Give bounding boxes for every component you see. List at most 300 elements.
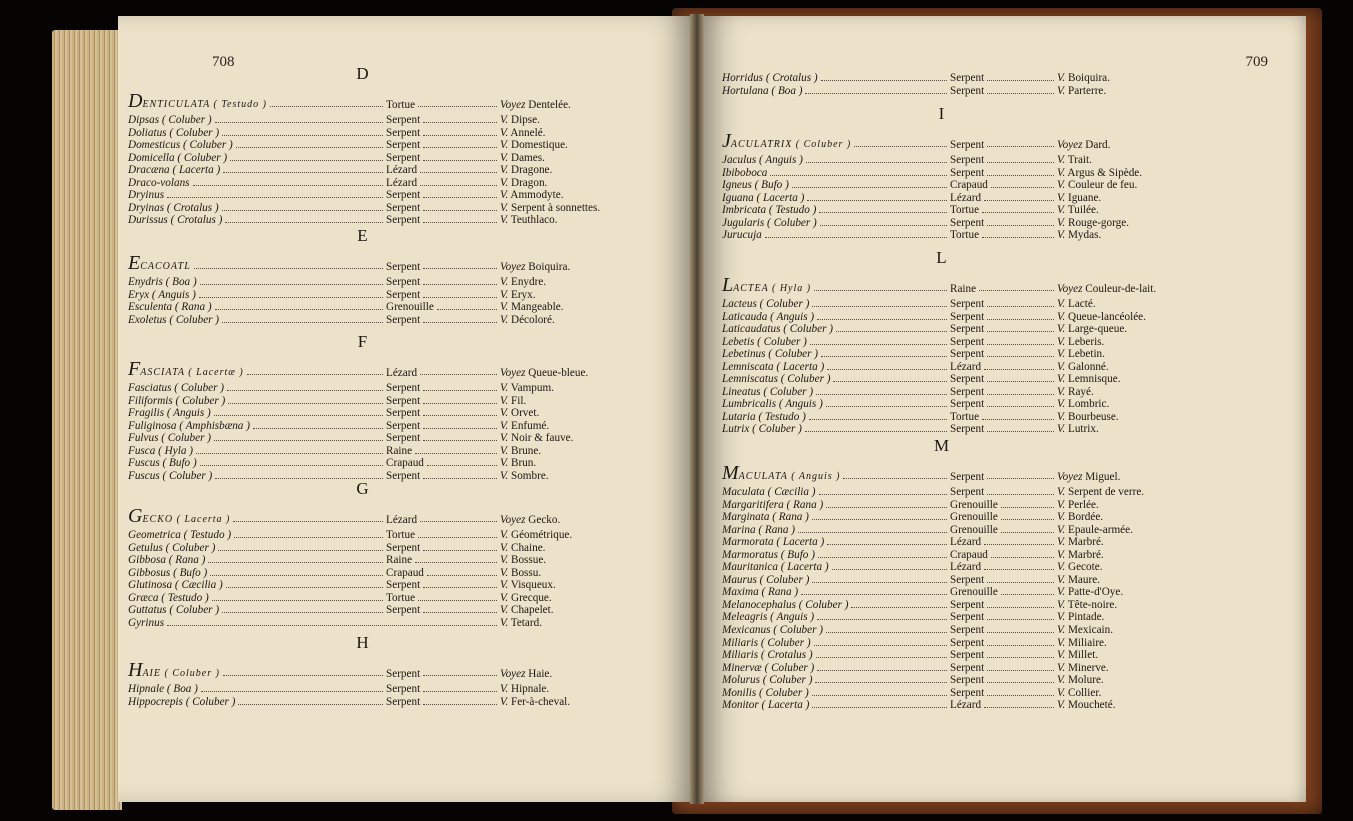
entry-cross-reference: V. Sombre. <box>500 469 549 482</box>
entry-latin-name: Doliatus ( Coluber ) <box>128 126 220 139</box>
entry-animal-type: Serpent <box>386 276 421 288</box>
leader-dots <box>987 649 1054 658</box>
entry-cross-reference: V. Pintade. <box>1057 611 1105 624</box>
leader-dots <box>423 683 497 692</box>
leader-dots <box>821 348 947 357</box>
leader-dots <box>798 524 947 533</box>
index-entry <box>128 457 598 470</box>
index-entry <box>128 542 598 555</box>
entry-cross-reference: V. Iguane. <box>1057 191 1102 204</box>
index-entry <box>722 486 1162 499</box>
entry-latin-name: Laticaudatus ( Coluber ) <box>722 323 833 336</box>
index-entry <box>722 574 1162 587</box>
entry-animal-type: Serpent <box>950 661 985 674</box>
index-entry <box>128 395 598 408</box>
index-entry <box>722 662 1162 675</box>
leader-dots <box>826 398 947 407</box>
entry-latin-name: Dracæna ( Lacerta ) <box>128 164 221 177</box>
entry-cross-reference: V. Marbré. <box>1057 536 1104 549</box>
entry-animal-type: Serpent <box>386 469 421 482</box>
leader-dots <box>427 567 497 576</box>
leader-dots <box>423 407 497 416</box>
entry-cross-reference: Voyez Couleur-de-lait. <box>1057 283 1157 295</box>
leader-dots <box>423 395 497 404</box>
entry-animal-type: Serpent <box>386 201 421 214</box>
entry-animal-type: Grenouille <box>950 523 998 536</box>
leader-dots <box>812 699 947 708</box>
entry-animal-type: Grenouille <box>950 498 998 511</box>
entry-latin-name: Melanocephalus ( Coluber ) <box>722 598 849 611</box>
leader-dots <box>423 260 497 269</box>
entry-latin-name: Draco-volans <box>128 176 190 189</box>
letter-section <box>128 226 598 326</box>
index-entry <box>722 348 1162 361</box>
leader-dots <box>812 298 947 307</box>
entry-animal-type: Tortue <box>386 99 416 111</box>
entry-animal-type: Lézard <box>950 561 982 574</box>
leader-dots <box>792 179 947 188</box>
entry-animal-type: Serpent <box>950 373 985 386</box>
entry-cross-reference: V. Annelé. <box>500 126 546 139</box>
entry-animal-type: Serpent <box>950 310 985 323</box>
leader-dots <box>984 699 1054 708</box>
entry-latin-name: Dipsas ( Coluber ) <box>128 114 212 126</box>
index-entry <box>722 624 1162 637</box>
leader-dots <box>987 574 1054 583</box>
section-letter-heading: D <box>356 64 370 83</box>
index-entry <box>722 561 1162 574</box>
index-entry <box>722 524 1162 537</box>
leader-dots <box>816 386 947 395</box>
index-entry <box>722 204 1162 217</box>
leader-dots <box>228 395 383 404</box>
entry-cross-reference: V. Lutrix. <box>1057 423 1099 436</box>
entry-cross-reference: V. Vampum. <box>500 382 554 394</box>
section-letter-heading: L <box>936 248 948 267</box>
leader-dots <box>854 138 947 147</box>
entry-latin-name: Jaculus ( Anguis ) <box>722 154 803 166</box>
entry-cross-reference: V. Brun. <box>500 457 537 470</box>
entry-latin-name: Durissus ( Crotalus ) <box>128 214 223 227</box>
entry-animal-type: Serpent <box>950 573 985 586</box>
leader-dots <box>814 637 947 646</box>
entry-latin-name: Exoletus ( Coluber ) <box>128 313 220 326</box>
leader-dots <box>987 662 1054 671</box>
entry-latin-name: Lutaria ( Testudo ) <box>722 410 806 423</box>
leader-dots <box>218 542 383 551</box>
index-entry <box>128 289 598 302</box>
leader-dots <box>423 114 497 123</box>
entry-latin-name: Eryx ( Anguis ) <box>128 288 196 301</box>
index-entry <box>722 611 1162 624</box>
index-entry <box>128 579 598 592</box>
index-entry <box>128 252 598 276</box>
leader-dots <box>423 276 497 285</box>
entry-animal-type: Raine <box>950 283 977 295</box>
entry-latin-name: Enydris ( Boa ) <box>128 276 197 288</box>
entry-animal-type: Serpent <box>950 154 985 166</box>
entry-animal-type: Serpent <box>950 398 985 411</box>
leader-dots <box>437 301 497 310</box>
index-entry <box>722 167 1162 180</box>
entry-animal-type: Lézard <box>386 514 418 526</box>
leader-dots <box>420 177 497 186</box>
entry-latin-name: Fulvus ( Coluber ) <box>128 432 211 445</box>
leader-dots <box>423 579 497 588</box>
index-entry <box>128 445 598 458</box>
leader-dots <box>843 470 947 479</box>
entry-cross-reference: V. Fer-à-cheval. <box>500 695 571 708</box>
entry-latin-name: Dryinas ( Crotalus ) <box>128 201 219 214</box>
index-entry <box>128 177 598 190</box>
leader-dots <box>991 549 1054 558</box>
entry-latin-name: Lebetis ( Coluber ) <box>722 335 807 348</box>
entry-latin-name: LACTEA ( Hyla ) <box>722 274 812 296</box>
entry-latin-name: Hippocrepis ( Coluber ) <box>128 695 236 708</box>
leader-dots <box>418 98 497 107</box>
entry-animal-type: Serpent <box>386 579 421 592</box>
entry-animal-type: Serpent <box>386 382 421 394</box>
leader-dots <box>770 167 947 176</box>
leader-dots <box>1001 499 1054 508</box>
entry-animal-type: Serpent <box>386 261 421 273</box>
entry-animal-type: Serpent <box>386 541 421 554</box>
leader-dots <box>817 662 947 671</box>
entry-cross-reference: V. Couleur de feu. <box>1057 179 1138 192</box>
entry-cross-reference: V. Lemnisque. <box>1057 373 1121 386</box>
entry-cross-reference: V. Mangeable. <box>500 301 564 314</box>
entry-cross-reference: V. Bossu. <box>500 566 542 579</box>
leader-dots <box>418 529 497 538</box>
leader-dots <box>836 323 947 332</box>
leader-dots <box>214 432 383 441</box>
leader-dots <box>253 420 383 429</box>
leader-dots <box>827 361 947 370</box>
entry-cross-reference: V. Galonné. <box>1057 360 1109 373</box>
letter-section <box>128 64 601 227</box>
entry-animal-type: Grenouille <box>386 301 434 314</box>
entry-latin-name: Maxima ( Rana ) <box>722 586 799 599</box>
entry-animal-type: Lézard <box>386 176 418 189</box>
index-entry <box>128 554 598 567</box>
entry-latin-name: Domesticus ( Coluber ) <box>128 139 233 152</box>
index-entry <box>128 505 598 529</box>
entry-cross-reference: V. Rouge-gorge. <box>1057 216 1129 229</box>
entry-animal-type: Crapaud <box>386 566 424 579</box>
entry-latin-name: Getulus ( Coluber ) <box>128 541 216 554</box>
entry-latin-name: FASCIATA ( Lacertæ ) <box>128 358 244 380</box>
leader-dots <box>982 411 1054 420</box>
leader-dots <box>982 204 1054 213</box>
entry-animal-type: Serpent <box>950 486 985 498</box>
leader-dots <box>806 154 947 163</box>
leader-dots <box>423 214 497 223</box>
entry-cross-reference: V. Enydre. <box>500 276 547 288</box>
entry-latin-name: Lumbricalis ( Anguis ) <box>722 398 823 411</box>
leader-dots <box>987 298 1054 307</box>
section-letter-heading: M <box>933 436 951 455</box>
leader-dots <box>816 649 947 658</box>
leader-dots <box>987 348 1054 357</box>
leader-dots <box>214 407 383 416</box>
index-entry <box>128 407 598 420</box>
leader-dots <box>987 611 1054 620</box>
index-entry <box>722 699 1162 712</box>
entry-cross-reference: V. Tête-noire. <box>1057 598 1118 611</box>
leader-dots <box>987 599 1054 608</box>
leader-dots <box>987 72 1054 81</box>
entry-cross-reference: V. Serpent à sonnettes. <box>500 201 601 214</box>
entry-cross-reference: V. Rayé. <box>1057 385 1094 398</box>
index-entry <box>722 674 1162 687</box>
leader-dots <box>812 574 947 583</box>
leader-dots <box>208 554 383 563</box>
entry-animal-type: Grenouille <box>950 511 998 524</box>
entry-cross-reference: V. Parterre. <box>1057 84 1107 97</box>
leader-dots <box>423 542 497 551</box>
leader-dots <box>427 457 497 466</box>
entry-cross-reference: Voyez Miguel. <box>1057 471 1121 483</box>
entry-latin-name: Horridus ( Crotalus ) <box>722 72 818 84</box>
entry-cross-reference: V. Patte-d'Oye. <box>1057 586 1124 599</box>
entry-cross-reference: V. Molure. <box>1057 674 1104 687</box>
entry-cross-reference: V. Boiquira. <box>1057 72 1110 84</box>
entry-animal-type: Serpent <box>950 471 985 483</box>
continued-entries <box>722 72 1162 97</box>
index-entry <box>128 152 598 165</box>
entry-latin-name: Mexicanus ( Coluber ) <box>722 624 823 637</box>
entry-animal-type: Serpent <box>950 72 985 84</box>
leader-dots <box>225 214 383 223</box>
entry-cross-reference: Voyez Haie. <box>500 668 553 680</box>
leader-dots <box>987 373 1054 382</box>
entry-animal-type: Serpent <box>386 432 421 445</box>
index-entry <box>722 373 1162 386</box>
leader-dots <box>222 314 383 323</box>
leader-dots <box>234 529 383 538</box>
entry-animal-type: Serpent <box>950 139 985 151</box>
index-entry <box>722 462 1162 486</box>
entry-cross-reference: V. Moucheté. <box>1057 699 1116 712</box>
section-letter-heading: G <box>356 479 370 498</box>
entry-cross-reference: V. Lebetin. <box>1057 348 1105 361</box>
leader-dots <box>826 624 947 633</box>
entry-latin-name: Fuliginosa ( Amphisbæna ) <box>128 419 250 432</box>
entry-latin-name: Lutrix ( Coluber ) <box>722 423 802 436</box>
letter-section <box>722 104 1162 242</box>
page-edges <box>52 30 122 810</box>
entry-cross-reference: V. Trait. <box>1057 154 1092 166</box>
leader-dots <box>210 567 383 576</box>
entry-animal-type: Serpent <box>386 151 421 164</box>
index-entry <box>722 192 1162 205</box>
entry-latin-name: Lemniscata ( Lacerta ) <box>722 360 825 373</box>
leader-dots <box>226 579 383 588</box>
index-entry <box>722 154 1162 167</box>
leader-dots <box>984 536 1054 545</box>
leader-dots <box>222 604 383 613</box>
entry-latin-name: Lebetinus ( Coluber ) <box>722 348 819 361</box>
leader-dots <box>987 423 1054 432</box>
leader-dots <box>423 420 497 429</box>
leader-dots <box>423 314 497 323</box>
entry-animal-type: Serpent <box>386 139 421 152</box>
index-entry <box>128 127 598 140</box>
leader-dots <box>423 432 497 441</box>
entry-animal-type: Tortue <box>950 410 980 423</box>
leader-dots <box>223 164 383 173</box>
letter-section <box>128 479 598 629</box>
index-entry <box>128 696 598 709</box>
entry-animal-type: Serpent <box>950 636 985 649</box>
entry-latin-name: Hortulana ( Boa ) <box>722 84 803 97</box>
entry-latin-name: Domicella ( Coluber ) <box>128 151 228 164</box>
leader-dots <box>212 592 383 601</box>
leader-dots <box>423 667 497 676</box>
entry-animal-type: Serpent <box>386 668 421 680</box>
leader-dots <box>987 217 1054 226</box>
entry-latin-name: Lemniscatus ( Coluber ) <box>722 373 831 386</box>
entry-latin-name: Glutinosa ( Cæcilia ) <box>128 579 223 592</box>
leader-dots <box>812 687 947 696</box>
leader-dots <box>851 599 947 608</box>
entry-animal-type: Serpent <box>386 114 421 126</box>
entry-cross-reference: V. Large-queue. <box>1057 323 1128 336</box>
entry-cross-reference: V. Collier. <box>1057 686 1102 699</box>
leader-dots <box>215 114 383 123</box>
entry-cross-reference: V. Teuthlaco. <box>500 214 558 227</box>
entry-cross-reference: V. Dames. <box>500 151 545 164</box>
leader-dots <box>987 687 1054 696</box>
leader-dots <box>222 127 383 136</box>
leader-dots <box>826 499 947 508</box>
leader-dots <box>423 696 497 705</box>
index-entry <box>128 139 598 152</box>
entry-animal-type: Raine <box>386 554 413 567</box>
leader-dots <box>765 229 947 238</box>
entry-cross-reference: V. Tuilée. <box>1057 204 1099 217</box>
entry-animal-type: Serpent <box>386 189 421 202</box>
entry-latin-name: Gyrinus <box>128 616 165 629</box>
entry-animal-type: Serpent <box>950 385 985 398</box>
entry-cross-reference: V. Chapelet. <box>500 604 554 617</box>
entry-cross-reference: V. Mexicain. <box>1057 624 1114 637</box>
entry-animal-type: Lézard <box>950 536 982 549</box>
entry-animal-type: Serpent <box>950 423 985 436</box>
entry-cross-reference: Voyez Dard. <box>1057 139 1111 151</box>
leader-dots <box>987 85 1054 94</box>
entry-animal-type: Serpent <box>386 604 421 617</box>
entry-latin-name: Lineatus ( Coluber ) <box>722 385 814 398</box>
entry-cross-reference: V. Gecote. <box>1057 561 1103 574</box>
index-entry <box>722 398 1162 411</box>
entry-animal-type: Serpent <box>950 686 985 699</box>
index-entry <box>722 217 1162 230</box>
leader-dots <box>415 445 497 454</box>
entry-animal-type: Lézard <box>386 367 418 379</box>
leader-dots <box>809 411 947 420</box>
entry-animal-type: Lézard <box>386 164 418 177</box>
entry-animal-type: Lézard <box>950 699 982 712</box>
index-entry <box>128 592 598 605</box>
entry-cross-reference: V. Queue-lancéolée. <box>1057 310 1146 323</box>
leader-dots <box>423 139 497 148</box>
entry-cross-reference: V. Lombric. <box>1057 398 1110 411</box>
entry-latin-name: Imbricata ( Testudo ) <box>722 204 817 217</box>
entry-cross-reference: V. Bordée. <box>1057 511 1104 524</box>
entry-latin-name: Maurus ( Coluber ) <box>722 573 810 586</box>
entry-animal-type: Serpent <box>386 683 421 695</box>
entry-animal-type: Serpent <box>386 419 421 432</box>
leader-dots <box>987 154 1054 163</box>
entry-latin-name: Jugularis ( Coluber ) <box>722 216 817 229</box>
leader-dots <box>815 674 947 683</box>
entry-cross-reference: V. Bossue. <box>500 554 547 567</box>
leader-dots <box>199 289 383 298</box>
leader-dots <box>987 336 1054 345</box>
entry-animal-type: Serpent <box>950 298 985 310</box>
right-page-number: 709 <box>1245 54 1268 70</box>
leader-dots <box>415 554 497 563</box>
section-letter-heading: E <box>357 226 369 245</box>
entry-latin-name: Miliaris ( Coluber ) <box>722 636 811 649</box>
leader-dots <box>230 152 383 161</box>
index-entry <box>722 72 1162 85</box>
index-entry <box>722 411 1162 424</box>
leader-dots <box>805 423 947 432</box>
entry-animal-type: Serpent <box>386 288 421 301</box>
entry-cross-reference: V. Visqueux. <box>500 579 556 592</box>
entry-animal-type: Serpent <box>386 695 421 708</box>
index-entry <box>128 276 598 289</box>
entry-animal-type: Serpent <box>950 84 985 97</box>
entry-cross-reference: V. Bourbeuse. <box>1057 410 1119 423</box>
leader-dots <box>215 470 383 479</box>
entry-animal-type: Serpent <box>950 611 985 624</box>
leader-dots <box>247 366 383 375</box>
index-entry <box>722 361 1162 374</box>
entry-cross-reference: V. Orvet. <box>500 407 540 420</box>
entry-cross-reference: V. Leberis. <box>1057 335 1105 348</box>
index-entry <box>128 617 598 630</box>
entry-cross-reference: V. Enfumé. <box>500 419 550 432</box>
leader-dots <box>833 373 947 382</box>
entry-animal-type: Tortue <box>386 529 416 541</box>
entry-cross-reference: V. Fil. <box>500 394 527 407</box>
index-entry <box>128 201 601 215</box>
index-entry <box>128 604 598 617</box>
entry-latin-name: Fusca ( Hyla ) <box>128 444 193 457</box>
index-entry <box>722 637 1162 650</box>
entry-latin-name: JACULATRIX ( Coluber ) <box>722 130 852 152</box>
leader-dots <box>227 382 383 391</box>
entry-latin-name: Dryinus <box>128 189 165 202</box>
entry-animal-type: Serpent <box>950 166 985 179</box>
leader-dots <box>817 611 947 620</box>
entry-cross-reference: V. Serpent de verre. <box>1057 486 1145 498</box>
entry-cross-reference: V. Marbré. <box>1057 548 1104 561</box>
leader-dots <box>423 470 497 479</box>
leader-dots <box>222 202 383 211</box>
leader-dots <box>167 189 383 198</box>
entry-latin-name: Jurucuja <box>722 229 762 242</box>
leader-dots <box>810 336 947 345</box>
leader-dots <box>821 72 947 81</box>
index-entry <box>128 90 598 114</box>
entry-latin-name: Esculenta ( Rana ) <box>128 301 212 314</box>
entry-latin-name: Minervæ ( Coluber ) <box>722 661 815 674</box>
leader-dots <box>987 311 1054 320</box>
